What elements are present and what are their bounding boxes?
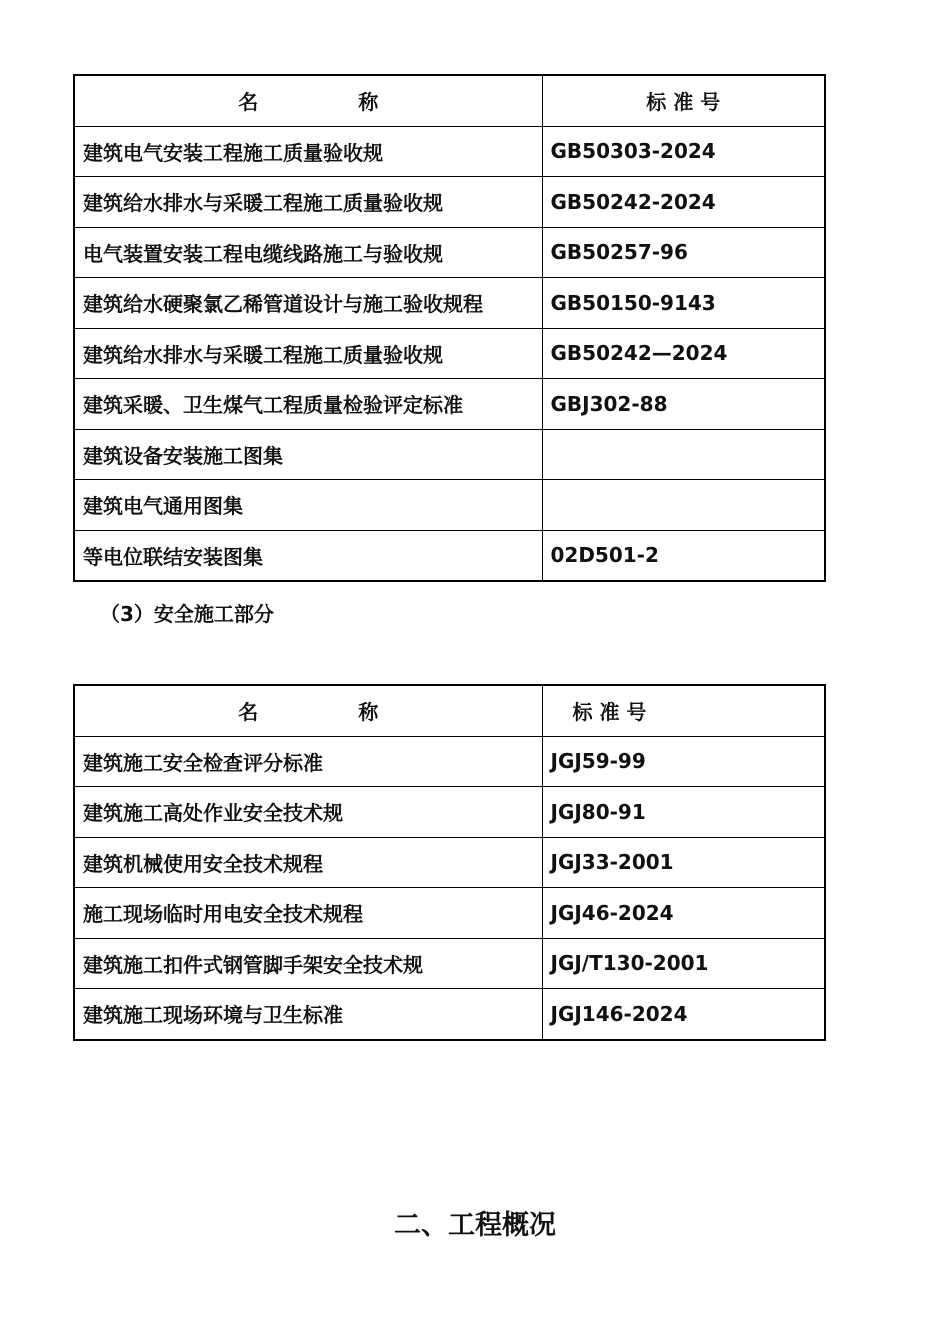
standard-code: JGJ/T130-2001 xyxy=(542,938,825,989)
standard-code: JGJ80-91 xyxy=(542,787,825,838)
table-row xyxy=(74,328,825,379)
standards-table-installation xyxy=(73,74,826,582)
table-row xyxy=(74,938,825,989)
table-row xyxy=(74,227,825,278)
table-row xyxy=(74,379,825,430)
table-row xyxy=(74,177,825,228)
standard-name: 电气装置安装工程电缆线路施工与验收规 xyxy=(74,227,542,278)
column-header-name xyxy=(74,685,542,736)
standard-code: 02D501-2 xyxy=(542,530,825,581)
header-name-right: 称 xyxy=(358,700,379,725)
standard-code: JGJ33-2001 xyxy=(542,837,825,888)
column-header-code: 标 准 号 xyxy=(542,685,825,736)
table-row xyxy=(74,480,825,531)
table-row xyxy=(74,888,825,939)
column-header-code: 标 准 号 xyxy=(542,75,825,126)
chapter-title: 二、工程概况 xyxy=(394,1210,556,1241)
standard-code: JGJ59-99 xyxy=(542,736,825,787)
standard-code: GBJ302-88 xyxy=(542,379,825,430)
standard-name: 建筑电气安装工程施工质量验收规 xyxy=(74,126,542,177)
header-name-right: 称 xyxy=(358,90,379,115)
standard-code: GB50303-2024 xyxy=(542,126,825,177)
standard-name: 施工现场临时用电安全技术规程 xyxy=(74,888,542,939)
standard-code: GB50242—2024 xyxy=(542,328,825,379)
table-header-row xyxy=(74,685,825,736)
standard-code: JGJ46-2024 xyxy=(542,888,825,939)
standard-name: 建筑给水排水与采暖工程施工质量验收规 xyxy=(74,177,542,228)
header-name-left: 名 xyxy=(238,90,259,115)
table-row xyxy=(74,989,825,1040)
table-row xyxy=(74,278,825,329)
header-name-left: 名 xyxy=(238,700,259,725)
standard-code xyxy=(542,480,825,531)
standard-name: 建筑施工高处作业安全技术规 xyxy=(74,787,542,838)
standard-name: 等电位联结安装图集 xyxy=(74,530,542,581)
standard-name: 建筑机械使用安全技术规程 xyxy=(74,837,542,888)
standards-table-safety xyxy=(73,684,826,1041)
standard-name: 建筑施工安全检查评分标准 xyxy=(74,736,542,787)
standard-code: GB50150-9143 xyxy=(542,278,825,329)
table-row xyxy=(74,530,825,581)
column-header-name xyxy=(74,75,542,126)
standard-name: 建筑施工现场环境与卫生标准 xyxy=(74,989,542,1040)
standard-name: 建筑设备安装施工图集 xyxy=(74,429,542,480)
standard-code xyxy=(542,429,825,480)
table-row xyxy=(74,736,825,787)
standard-name: 建筑采暖、卫生煤气工程质量检验评定标准 xyxy=(74,379,542,430)
standard-name: 建筑给水硬聚氯乙稀管道设计与施工验收规程 xyxy=(74,278,542,329)
standard-code: JGJ146-2024 xyxy=(542,989,825,1040)
standard-name: 建筑电气通用图集 xyxy=(74,480,542,531)
table-header-row xyxy=(74,75,825,126)
table-row xyxy=(74,126,825,177)
table-row xyxy=(74,787,825,838)
table-row xyxy=(74,429,825,480)
standard-code: GB50242-2024 xyxy=(542,177,825,228)
standard-name: 建筑施工扣件式钢管脚手架安全技术规 xyxy=(74,938,542,989)
section-label-safety: （3）安全施工部分 xyxy=(100,602,274,626)
standard-code: GB50257-96 xyxy=(542,227,825,278)
standard-name: 建筑给水排水与采暖工程施工质量验收规 xyxy=(74,328,542,379)
table-row xyxy=(74,837,825,888)
